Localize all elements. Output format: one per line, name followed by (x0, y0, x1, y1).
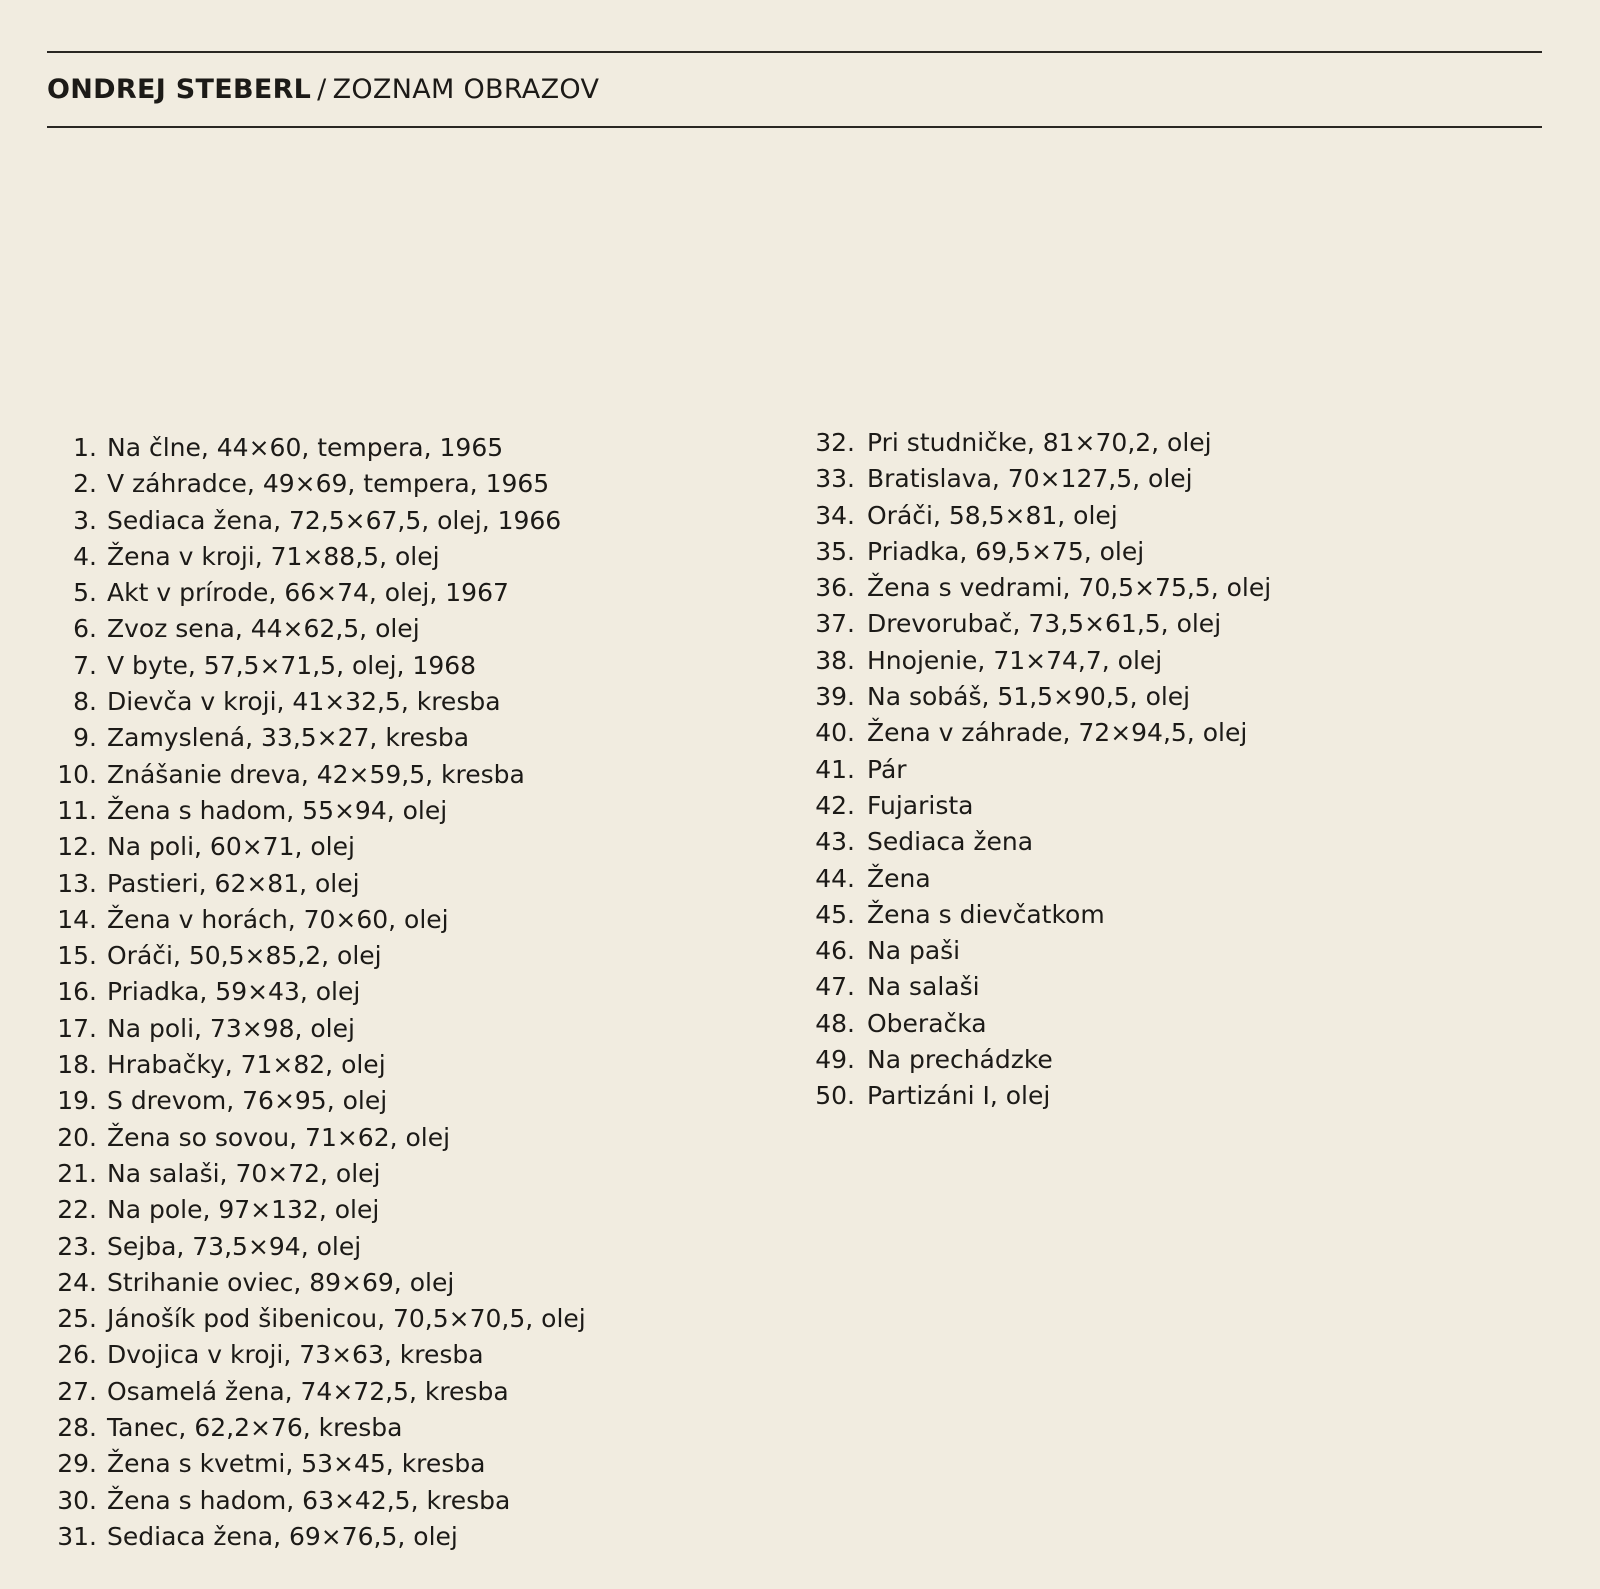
list-item (810, 1006, 1271, 1042)
item-title: V byte, 57,5×71,5, olej, 1968 (107, 650, 477, 680)
list-item (810, 788, 1271, 824)
item-title: Na prechádzke (867, 1045, 1053, 1075)
list-item (810, 534, 1271, 570)
item-number: 11. (57, 795, 97, 825)
list-item (47, 938, 586, 974)
item-title: Žena s vedrami, 70,5×75,5, olej (867, 573, 1272, 603)
page-title: ZOZNAM OBRAZOV (332, 74, 600, 105)
list-item (47, 466, 586, 502)
item-number: 26. (57, 1340, 97, 1370)
item-title: Sejba, 73,5×94, olej (107, 1231, 362, 1261)
item-number: 14. (57, 904, 97, 934)
item-title: Osamelá žena, 74×72,5, kresba (107, 1376, 509, 1406)
item-number: 21. (57, 1158, 97, 1188)
item-title: Na salaši, 70×72, olej (107, 1158, 381, 1188)
item-number: 24. (57, 1267, 97, 1297)
item-title: Partizáni I, olej (867, 1081, 1051, 1111)
list-item (47, 1337, 586, 1373)
item-number: 44. (815, 863, 855, 893)
list-item (810, 824, 1271, 860)
item-number: 6. (73, 614, 97, 644)
item-number: 40. (815, 718, 855, 748)
item-number: 27. (57, 1376, 97, 1406)
item-title: Žena v záhrade, 72×94,5, olej (867, 718, 1248, 748)
item-number: 20. (57, 1122, 97, 1152)
item-number: 31. (57, 1521, 97, 1551)
item-title: Pár (867, 754, 907, 784)
item-number: 19. (57, 1086, 97, 1116)
list-item (810, 715, 1271, 751)
item-number: 15. (57, 941, 97, 971)
list-item (810, 498, 1271, 534)
list-item (810, 752, 1271, 788)
list-item (47, 793, 586, 829)
item-title: Žena so sovou, 71×62, olej (107, 1122, 451, 1152)
item-title: Pri studničke, 81×70,2, olej (867, 428, 1212, 457)
item-number: 13. (57, 868, 97, 898)
item-title: Žena v kroji, 71×88,5, olej (107, 541, 440, 571)
item-title: Žena v horách, 70×60, olej (107, 904, 449, 934)
list-item (810, 570, 1271, 606)
item-title: Hnojenie, 71×74,7, olej (867, 645, 1163, 675)
item-title: Hrabačky, 71×82, olej (107, 1050, 386, 1080)
item-title: Žena s hadom, 63×42,5, kresba (107, 1485, 511, 1515)
item-title: Sediaca žena, 72,5×67,5, olej, 1966 (107, 505, 562, 535)
item-title: Na člne, 44×60, tempera, 1965 (107, 433, 504, 462)
item-title: Dvojica v kroji, 73×63, kresba (107, 1340, 484, 1370)
item-title: Strihanie oviec, 89×69, olej (107, 1267, 455, 1297)
item-title: Pastieri, 62×81, olej (107, 868, 360, 898)
artist-name: ONDREJ STEBERL (47, 74, 312, 105)
item-number: 47. (815, 972, 855, 1002)
item-title: Žena s kvetmi, 53×45, kresba (107, 1449, 486, 1479)
item-title: Na salaši (867, 972, 980, 1002)
item-title: Znášanie dreva, 42×59,5, kresba (107, 759, 525, 789)
header-separator: / (317, 74, 327, 105)
list-item (47, 1483, 586, 1519)
item-number: 46. (815, 936, 855, 966)
item-title: Akt v prírode, 66×74, olej, 1967 (107, 578, 509, 608)
list-item (47, 1229, 586, 1265)
item-number: 7. (73, 650, 97, 680)
item-title: Zvoz sena, 44×62,5, olej (107, 614, 420, 644)
item-number: 23. (57, 1231, 97, 1261)
item-title: Jánošík pod šibenicou, 70,5×70,5, olej (107, 1304, 586, 1334)
page-header (47, 74, 599, 105)
item-title: Priadka, 69,5×75, olej (867, 536, 1145, 566)
item-number: 18. (57, 1050, 97, 1080)
list-item (47, 611, 586, 647)
item-number: 45. (815, 899, 855, 929)
list-item (47, 1410, 586, 1446)
list-item (810, 425, 1271, 461)
item-title: Fujarista (867, 790, 974, 820)
list-item (810, 1078, 1271, 1114)
header-rule (47, 126, 1542, 128)
item-title: Na paši (867, 936, 961, 966)
list-item (47, 720, 586, 756)
item-number: 25. (57, 1304, 97, 1334)
item-number: 35. (815, 536, 855, 566)
works-list-left (47, 430, 586, 1555)
item-number: 48. (815, 1008, 855, 1038)
item-title: S drevom, 76×95, olej (107, 1086, 388, 1116)
item-title: V záhradce, 49×69, tempera, 1965 (107, 469, 550, 499)
list-item (47, 866, 586, 902)
list-item (810, 861, 1271, 897)
list-item (47, 1374, 586, 1410)
item-number: 37. (815, 609, 855, 639)
list-item (47, 1011, 586, 1047)
works-list-right (810, 425, 1271, 1115)
list-item (47, 974, 586, 1010)
item-title: Dievča v kroji, 41×32,5, kresba (107, 687, 501, 717)
item-number: 49. (815, 1045, 855, 1075)
item-title: Žena s dievčatkom (867, 899, 1105, 929)
item-title: Bratislava, 70×127,5, olej (867, 464, 1193, 494)
list-item (810, 933, 1271, 969)
list-item (47, 757, 586, 793)
item-number: 36. (815, 573, 855, 603)
item-number: 30. (57, 1485, 97, 1515)
item-number: 41. (815, 754, 855, 784)
item-title: Sediaca žena (867, 827, 1034, 857)
item-number: 10. (57, 759, 97, 789)
item-title: Na pole, 97×132, olej (107, 1195, 380, 1225)
list-item (810, 969, 1271, 1005)
item-number: 29. (57, 1449, 97, 1479)
list-item (47, 902, 586, 938)
item-number: 5. (73, 578, 97, 608)
item-title: Oráči, 58,5×81, olej (867, 500, 1118, 530)
item-number: 1. (73, 433, 97, 462)
item-number: 33. (815, 464, 855, 494)
item-title: Žena (867, 863, 931, 893)
list-item (47, 1047, 586, 1083)
list-item (47, 1265, 586, 1301)
list-item (47, 1192, 586, 1228)
list-item (810, 679, 1271, 715)
item-number: 3. (73, 505, 97, 535)
list-item (47, 503, 586, 539)
item-number: 4. (73, 541, 97, 571)
item-title: Zamyslená, 33,5×27, kresba (107, 723, 470, 753)
item-number: 2. (73, 469, 97, 499)
item-title: Sediaca žena, 69×76,5, olej (107, 1521, 458, 1551)
list-item (810, 606, 1271, 642)
list-item (47, 1519, 586, 1555)
list-item (47, 648, 586, 684)
item-number: 42. (815, 790, 855, 820)
item-number: 34. (815, 500, 855, 530)
item-title: Oráči, 50,5×85,2, olej (107, 941, 382, 971)
list-item (47, 539, 586, 575)
item-number: 12. (57, 832, 97, 862)
list-item (810, 643, 1271, 679)
list-item (810, 461, 1271, 497)
item-title: Žena s hadom, 55×94, olej (107, 795, 448, 825)
list-item (47, 684, 586, 720)
item-number: 39. (815, 682, 855, 712)
item-number: 16. (57, 977, 97, 1007)
item-number: 22. (57, 1195, 97, 1225)
item-number: 8. (73, 687, 97, 717)
item-title: Oberačka (867, 1008, 987, 1038)
list-item (47, 575, 586, 611)
item-number: 50. (815, 1081, 855, 1111)
list-item (47, 1446, 586, 1482)
item-number: 9. (73, 723, 97, 753)
list-item (810, 897, 1271, 933)
list-item (47, 1156, 586, 1192)
item-number: 43. (815, 827, 855, 857)
list-item (47, 1301, 586, 1337)
item-title: Na poli, 60×71, olej (107, 832, 355, 862)
item-title: Na poli, 73×98, olej (107, 1013, 355, 1043)
item-number: 28. (57, 1413, 97, 1443)
item-title: Tanec, 62,2×76, kresba (107, 1413, 403, 1443)
list-item (47, 430, 586, 466)
item-title: Na sobáš, 51,5×90,5, olej (867, 682, 1191, 712)
list-item (47, 1083, 586, 1119)
list-item (47, 1120, 586, 1156)
item-title: Drevorubač, 73,5×61,5, olej (867, 609, 1222, 639)
list-item (810, 1042, 1271, 1078)
item-title: Priadka, 59×43, olej (107, 977, 361, 1007)
top-rule (47, 51, 1542, 53)
list-item (47, 829, 586, 865)
item-number: 38. (815, 645, 855, 675)
item-number: 32. (815, 428, 855, 457)
item-number: 17. (57, 1013, 97, 1043)
